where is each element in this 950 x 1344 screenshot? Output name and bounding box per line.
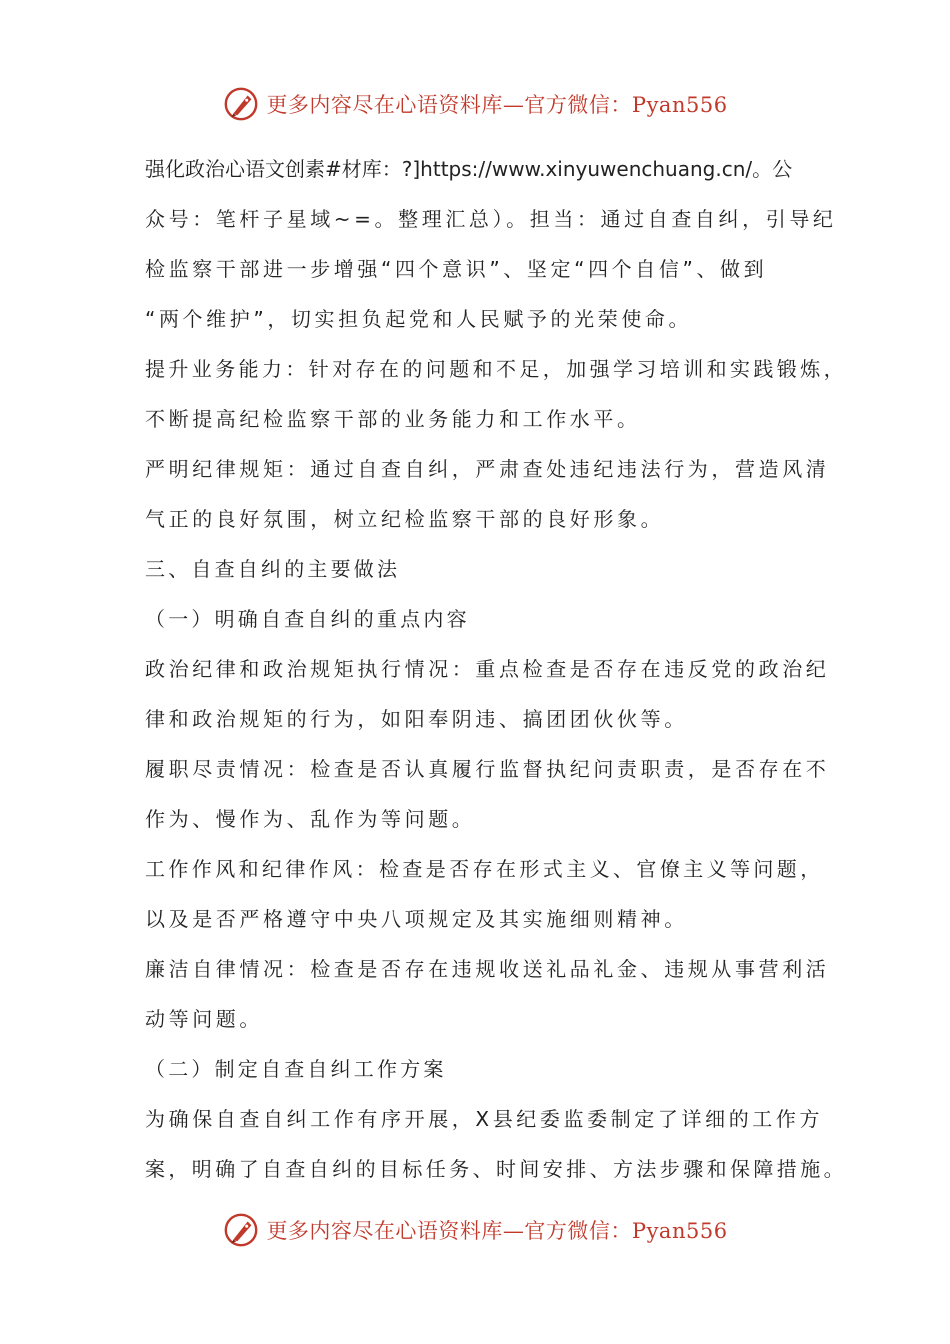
pen-nib-logo-icon [222,85,260,123]
body-line: 众号：笔杆子星域~=。整理汇总）。担当：通过自查自纠，引导纪 [145,207,837,231]
body-line: 气正的良好氛围，树立纪检监察干部的良好形象。 [145,507,665,531]
body-line: “两个维护”，切实担负起党和人民赋予的光荣使命。 [145,307,693,331]
header-banner [0,79,950,129]
body-line: 检监察干部进一步增强“四个意识”、坚定“四个自信”、做到 [145,257,768,281]
body-line: 工作作风和纪律作风：检查是否存在形式主义、官僚主义等问题， [145,857,824,881]
banner-text: 更多内容尽在心语资料库—官方微信：Pyan556 [266,1219,728,1243]
body-line: 履职尽责情况：检查是否认真履行监督执纪问责职责，是否存在不 [145,757,830,781]
document-body [145,144,847,1194]
body-line: 严明纪律规矩：通过自查自纠，严肃查处违纪违法行为，营造风清 [145,457,830,481]
body-line: 提升业务能力：针对存在的问题和不足，加强学习培训和实践锻炼， [145,357,847,381]
banner-text: 更多内容尽在心语资料库—官方微信：Pyan556 [266,93,728,117]
body-line: 以及是否严格遵守中央八项规定及其实施细则精神。 [145,907,688,931]
section-heading: 三、自查自纠的主要做法 [145,557,401,581]
subsection-heading: （一）明确自查自纠的重点内容 [145,607,470,631]
body-line: 不断提高纪检监察干部的业务能力和工作水平。 [145,407,641,431]
body-line: 作为、慢作为、乱作为等问题。 [145,807,476,831]
body-line: 政治纪律和政治规矩执行情况：重点检查是否存在违反党的政治纪 [145,657,830,681]
body-line: 强化政治心语文创素#材库：?]https://www.xinyuwenchuang.cn/。公 [145,157,793,181]
body-line: 律和政治规矩的行为，如阳奉阴违、搞团团伙伙等。 [145,707,688,731]
body-line: 为确保自查自纠工作有序开展，X县纪委监委制定了详细的工作方 [145,1107,824,1131]
body-line: 动等问题。 [145,1007,263,1031]
body-line: 案，明确了自查自纠的目标任务、时间安排、方法步骤和保障措施。 [145,1157,847,1181]
body-line: 廉洁自律情况：检查是否存在违规收送礼品礼金、违规从事营利活 [145,957,830,981]
footer-banner [0,1205,950,1255]
pen-nib-logo-icon [222,1211,260,1249]
subsection-heading: （二）制定自查自纠工作方案 [145,1057,447,1081]
